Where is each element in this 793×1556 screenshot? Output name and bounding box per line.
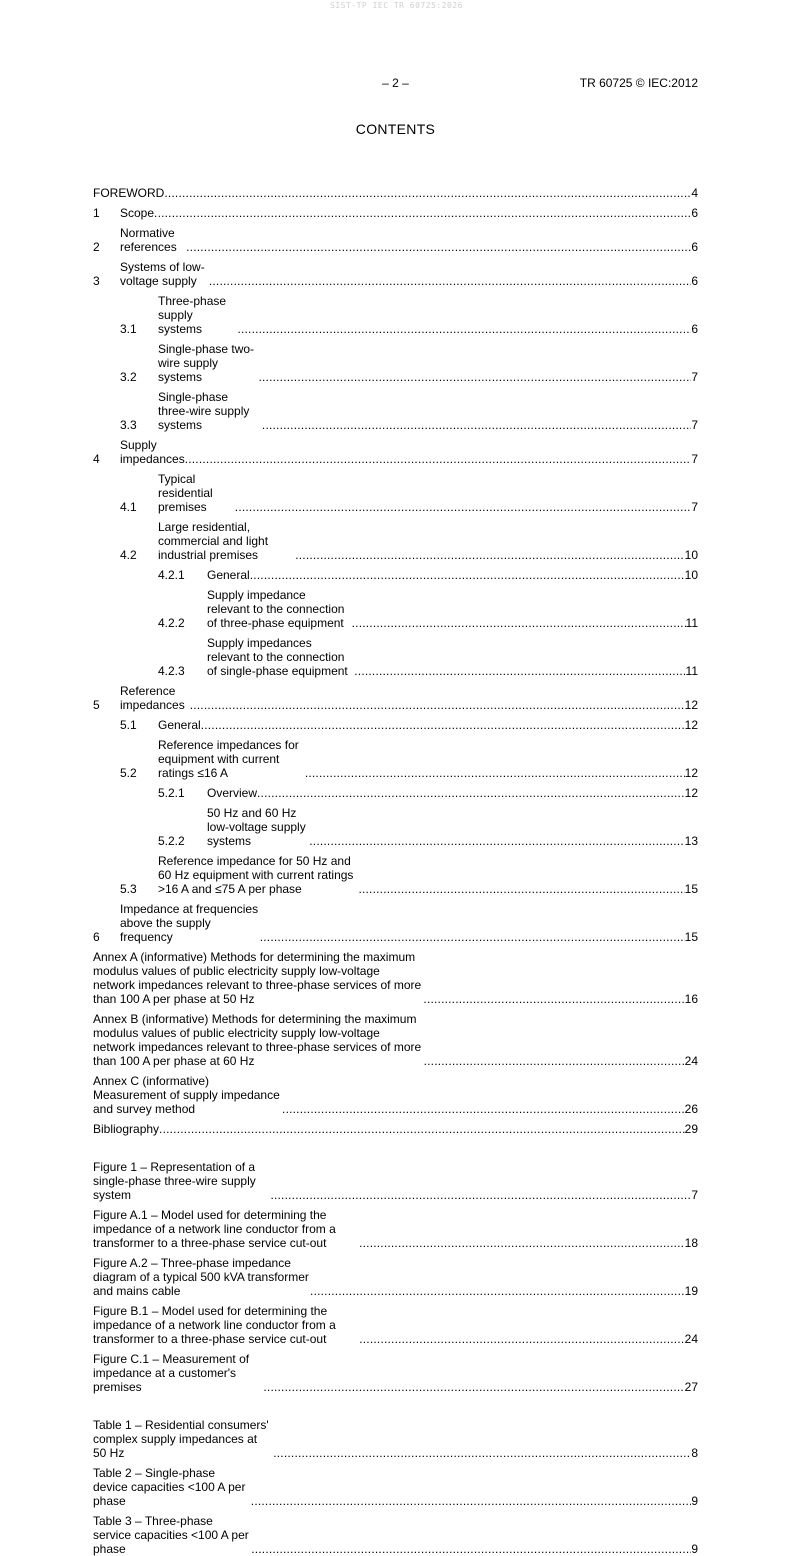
page-number: – 2 – [382, 76, 409, 90]
toc-entry[interactable] [93, 1466, 698, 1508]
toc-entry-title: Annex B (informative) Methods for determining the maximum modulus values of public electricity supply low-voltage network impedances relevant to three-phase services of more than 100 A per phase at 60 Hz [93, 1012, 422, 1068]
dot-leader [260, 930, 685, 944]
toc-entry-page: 12 [684, 786, 698, 800]
dot-leader [251, 1494, 692, 1508]
dot-leader [185, 452, 692, 466]
toc-entry-number: 3.2 [120, 370, 137, 384]
toc-entry[interactable] [93, 390, 698, 432]
toc-entry-title: Systems of low-voltage supply [120, 260, 205, 288]
dot-leader [250, 568, 685, 582]
toc-entry-title: Scope [120, 206, 155, 220]
toc-entry[interactable] [93, 1418, 698, 1460]
toc-entry-page: 6 [691, 274, 698, 288]
document-reference: TR 60725 © IEC:2012 [579, 76, 698, 90]
toc-entry-title: Single-phase three-wire supply systems [158, 390, 250, 432]
toc-entry[interactable] [93, 186, 698, 200]
toc-entry-title: Supply impedance relevant to the connection of three-phase equipment [207, 588, 345, 630]
dot-leader [305, 766, 685, 780]
toc-entry-page: 11 [685, 616, 698, 630]
toc-entry-title: Single-phase two-wire supply systems [158, 342, 255, 384]
toc-entry-title: Figure A.2 – Three-phase impedance diagram of a typical 500 kVA transformer and mains cable [93, 1256, 309, 1298]
toc-entry-page: 16 [684, 992, 698, 1006]
toc-entry-title: Bibliography [93, 1122, 160, 1136]
toc-entry-number: 3.3 [120, 418, 137, 432]
toc-entry-title: Impedance at frequencies above the supply frequency [120, 902, 259, 944]
toc-entry-page: 15 [684, 882, 698, 896]
dot-leader [190, 698, 685, 712]
toc-entry[interactable] [93, 206, 698, 220]
dot-leader [262, 418, 691, 432]
dot-leader [310, 1284, 685, 1298]
toc-entry-title: Table 3 – Three-phase service capacities <100 A per phase [93, 1514, 249, 1556]
dot-leader [154, 206, 691, 220]
toc-entry-title: Reference impedances for equipment with current ratings ≤16 A [158, 738, 299, 780]
toc-entry-number: 5.2.2 [158, 834, 185, 848]
toc-entry-page: 7 [691, 370, 698, 384]
toc-entry-title: General [207, 568, 250, 582]
toc-entry-number: 2 [93, 240, 100, 254]
toc-entry[interactable] [93, 950, 698, 1006]
dot-leader [354, 664, 685, 678]
toc-entry-page: 29 [684, 1122, 698, 1136]
toc-entry-page: 7 [691, 418, 698, 432]
toc-entry-page: 6 [691, 206, 698, 220]
toc-entry-number: 1 [93, 206, 100, 220]
toc-entry-number: 4.2.1 [158, 568, 185, 582]
toc-entry-number: 5 [93, 698, 100, 712]
dot-leader [186, 240, 691, 254]
toc-entry[interactable] [93, 718, 698, 732]
page-title: CONTENTS [355, 121, 436, 137]
dot-leader [359, 1332, 684, 1346]
dot-leader [237, 322, 691, 336]
toc-entry-title: Supply impedances [120, 438, 185, 466]
toc-entry-page: 10 [684, 548, 698, 562]
toc-entry[interactable] [93, 902, 698, 944]
toc-entry-title: Figure C.1 – Measurement of impedance at a customer's premises [93, 1352, 250, 1394]
dot-leader [359, 1236, 685, 1250]
toc-entry-title: Three-phase supply systems [158, 294, 227, 336]
toc-entry-title: Large residential, commercial and light industrial premises [158, 520, 269, 562]
toc-entry-page: 12 [684, 698, 698, 712]
toc-entry-number: 3 [93, 274, 100, 288]
toc-entry[interactable] [93, 1514, 698, 1556]
toc-entry[interactable] [93, 294, 698, 336]
toc-entry[interactable] [93, 1160, 698, 1202]
toc-entry[interactable] [93, 472, 698, 514]
toc-entry-page: 12 [684, 766, 698, 780]
toc-entry[interactable] [93, 1074, 698, 1116]
toc-entry-number: 4.2 [120, 548, 137, 562]
dot-leader [282, 1102, 685, 1116]
toc-entry-number: 4.1 [120, 500, 137, 514]
toc-entry-page: 6 [691, 240, 698, 254]
toc-entry[interactable] [93, 568, 698, 582]
toc-entry[interactable] [93, 806, 698, 848]
toc-entry-page: 18 [684, 1236, 698, 1250]
toc-entry-title: Figure A.1 – Model used for determining the impedance of a network line conductor from a transformer to a three-phase service cut-out [93, 1208, 336, 1250]
toc-entry-page: 13 [684, 834, 698, 848]
toc-entry-page: 24 [684, 1332, 698, 1346]
watermark: SIST-TP IEC TR 60725:2026 [330, 1, 463, 10]
toc-entry-page: 26 [684, 1102, 698, 1116]
toc-entry[interactable] [93, 738, 698, 780]
toc-entry-page: 6 [691, 322, 698, 336]
toc-entry-title: Reference impedances [120, 684, 185, 712]
dot-leader [424, 1054, 685, 1068]
dot-leader [358, 882, 684, 896]
toc-entry-number: 3.1 [120, 322, 137, 336]
dot-leader [201, 718, 685, 732]
toc-entry-page: 7 [691, 452, 698, 466]
toc-entry-title: Table 1 – Residential consumers' complex supply impedances at 50 Hz [93, 1418, 269, 1460]
toc-entry[interactable] [93, 1122, 698, 1136]
toc-entry-number: 5.2.1 [158, 786, 185, 800]
toc-entry[interactable] [93, 786, 698, 800]
toc-entry[interactable] [93, 260, 698, 288]
toc-entry-title: Annex A (informative) Methods for determining the maximum modulus values of public electricity supply low-voltage network impedances relevant to three-phase services of more than 100 A per phase at 50 Hz [93, 950, 422, 1006]
toc-entry-title: Typical residential premises [158, 472, 213, 514]
toc-entry-title: Reference impedance for 50 Hz and 60 Hz equipment with current ratings >16 A and ≤75 A per phase [158, 854, 354, 896]
toc-entry-page: 9 [691, 1494, 698, 1508]
toc-entry-title: Normative references [120, 226, 177, 254]
toc-entry-page: 8 [691, 1446, 698, 1460]
toc-entry[interactable] [93, 1012, 698, 1068]
toc-entry[interactable] [93, 1256, 698, 1298]
dot-leader [258, 370, 691, 384]
toc-entry[interactable] [93, 342, 698, 384]
dot-leader [270, 1188, 691, 1202]
toc-entry-title: FOREWORD [93, 186, 165, 200]
toc-entry-number: 5.1 [120, 718, 137, 732]
toc-entry[interactable] [93, 520, 698, 562]
dot-leader [257, 786, 685, 800]
toc-entry[interactable] [93, 684, 698, 712]
toc-entry-page: 9 [691, 1542, 698, 1556]
toc-entry[interactable] [93, 1352, 698, 1394]
toc-entry-title: Overview [207, 786, 258, 800]
toc-entry-title: 50 Hz and 60 Hz low-voltage supply systems [207, 806, 306, 848]
toc-entry-title: Supply impedances relevant to the connection of single-phase equipment [207, 636, 348, 678]
table-of-contents [93, 186, 698, 1556]
dot-leader [159, 1122, 685, 1136]
toc-entry-number: 4 [93, 452, 100, 466]
dot-leader [164, 186, 691, 200]
dot-leader [295, 548, 684, 562]
toc-entry-title: Figure B.1 – Model used for determining the impedance of a network line conductor from a transformer to a three-phase service cut-out [93, 1304, 336, 1346]
dot-leader [263, 1380, 684, 1394]
toc-entry-page: 7 [691, 1188, 698, 1202]
toc-entry-title: Figure 1 – Representation of a single-phase three-wire supply system [93, 1160, 256, 1202]
toc-entry[interactable] [93, 438, 698, 466]
toc-entry-number: 5.3 [120, 882, 137, 896]
dot-leader [352, 616, 686, 630]
toc-entry[interactable] [93, 226, 698, 254]
dot-leader [309, 834, 684, 848]
dot-leader [251, 1542, 691, 1556]
toc-entry-number: 4.2.3 [158, 664, 185, 678]
toc-entry-page: 24 [684, 1054, 698, 1068]
toc-entry-page: 11 [685, 664, 698, 678]
toc-entry-title: General [158, 718, 201, 732]
dot-leader [235, 500, 692, 514]
toc-entry-page: 12 [684, 718, 698, 732]
toc-entry[interactable] [93, 588, 698, 630]
toc-entry-page: 19 [684, 1284, 698, 1298]
toc-entry[interactable] [93, 854, 698, 896]
toc-entry[interactable] [93, 1304, 698, 1346]
toc-entry-page: 7 [691, 500, 698, 514]
toc-entry[interactable] [93, 636, 698, 678]
toc-entry-number: 5.2 [120, 766, 137, 780]
dot-leader [209, 274, 691, 288]
toc-entry[interactable] [93, 1208, 698, 1250]
toc-entry-number: 6 [93, 930, 100, 944]
toc-entry-page: 27 [684, 1380, 698, 1394]
toc-entry-page: 15 [684, 930, 698, 944]
page-header [93, 76, 698, 92]
toc-entry-number: 4.2.2 [158, 616, 185, 630]
dot-leader [423, 992, 684, 1006]
toc-entry-title: Annex C (informative) Measurement of supply impedance and survey method [93, 1074, 280, 1116]
dot-leader [273, 1446, 691, 1460]
toc-entry-page: 10 [684, 568, 698, 582]
toc-entry-title: Table 2 – Single-phase device capacities <100 A per phase [93, 1466, 246, 1508]
toc-entry-page: 4 [691, 186, 698, 200]
